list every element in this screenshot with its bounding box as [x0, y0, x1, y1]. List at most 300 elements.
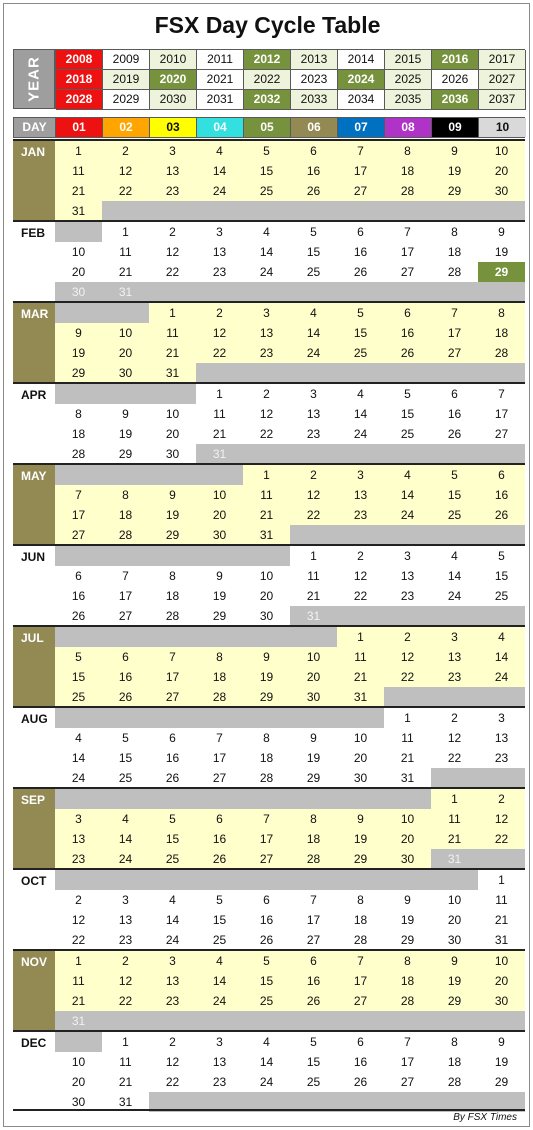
day-cell: 22	[71, 933, 86, 947]
day-cell: 21	[71, 994, 86, 1008]
day-cell: 18	[447, 1055, 462, 1069]
day-cell: 26	[118, 690, 133, 704]
footer-credit: By FSX Times	[453, 1112, 517, 1123]
year-cell: 2015	[385, 50, 432, 70]
day-cell: 11	[260, 488, 273, 502]
day-cell: 10	[400, 812, 415, 826]
day-cell: 5	[310, 225, 317, 239]
day-cell: 25	[353, 346, 368, 360]
day-cell: 30	[71, 1095, 86, 1109]
day-cell: 24	[353, 427, 368, 441]
day-cell: 25	[212, 933, 227, 947]
empty-cell	[384, 444, 431, 464]
year-cell: 2025	[385, 70, 432, 90]
day-cell: 10	[259, 569, 274, 583]
day-cell: 26	[71, 609, 86, 623]
day-cell: 12	[212, 326, 227, 340]
empty-cell	[243, 870, 290, 890]
empty-cell	[478, 606, 525, 626]
empty-cell	[337, 1011, 384, 1031]
day-cell: 13	[71, 832, 86, 846]
month-day-grid	[55, 708, 525, 787]
day-cell: 4	[75, 731, 82, 745]
empty-cell	[55, 627, 102, 647]
month-day-grid	[55, 141, 525, 220]
day-cell: 19	[306, 751, 321, 765]
day-cell: 21	[447, 832, 462, 846]
day-cell: 26	[447, 427, 462, 441]
day-cell: 14	[494, 650, 509, 664]
day-cell: 13	[165, 164, 180, 178]
day-cell: 17	[353, 974, 368, 988]
day-cell: 3	[216, 225, 223, 239]
day-cell: 5	[263, 954, 270, 968]
day-cell: 17	[353, 164, 368, 178]
empty-cell	[431, 444, 478, 464]
day-cell: 25	[259, 994, 274, 1008]
empty-cell	[290, 525, 337, 545]
day-cell: 4	[216, 954, 223, 968]
ghost-day-cell: 30	[55, 282, 102, 302]
month-block-mar	[13, 301, 525, 382]
empty-cell	[243, 708, 290, 728]
empty-cell	[337, 525, 384, 545]
day-cell: 17	[400, 245, 415, 259]
empty-cell	[384, 606, 431, 626]
day-cell: 20	[165, 427, 180, 441]
empty-cell	[149, 789, 196, 809]
empty-cell	[337, 870, 384, 890]
day-cell: 18	[353, 913, 368, 927]
day-cell: 11	[307, 569, 320, 583]
month-day-grid	[55, 546, 525, 625]
day-cell: 13	[165, 974, 180, 988]
day-cell: 27	[71, 528, 86, 542]
day-cell: 31	[165, 366, 180, 380]
day-cell: 8	[404, 144, 411, 158]
day-cell: 17	[259, 832, 274, 846]
day-cell: 22	[165, 265, 180, 279]
empty-cell	[337, 708, 384, 728]
day-cell: 24	[212, 184, 227, 198]
day-cell: 20	[212, 508, 227, 522]
day-cell: 4	[404, 468, 411, 482]
year-cell: 2009	[103, 50, 150, 70]
empty-cell	[337, 201, 384, 221]
empty-cell	[243, 444, 290, 464]
day-cell: 20	[494, 164, 509, 178]
empty-cell	[149, 465, 196, 485]
month-block-may	[13, 463, 525, 544]
day-cell: 10	[165, 407, 180, 421]
day-cell: 27	[353, 184, 368, 198]
day-cell: 2	[169, 1035, 176, 1049]
day-cell: 16	[306, 164, 321, 178]
month-day-grid	[55, 951, 525, 1030]
day-cell: 8	[357, 893, 364, 907]
year-cell: 2013	[291, 50, 338, 70]
day-cell: 17	[494, 407, 509, 421]
day-cell: 23	[165, 184, 180, 198]
day-cell: 13	[212, 1055, 227, 1069]
day-cell: 5	[122, 731, 129, 745]
day-cell: 23	[494, 751, 509, 765]
day-cell: 29	[447, 994, 462, 1008]
day-cell: 14	[259, 1055, 274, 1069]
day-cell: 21	[259, 508, 274, 522]
day-cell: 27	[353, 994, 368, 1008]
empty-cell	[478, 525, 525, 545]
day-cell: 9	[310, 731, 317, 745]
year-cell: 2010	[150, 50, 197, 70]
empty-cell	[478, 363, 525, 383]
day-cell: 28	[400, 184, 415, 198]
day-label: DAY	[14, 118, 56, 137]
day-cell: 30	[118, 366, 133, 380]
empty-cell	[196, 708, 243, 728]
day-cell: 23	[400, 589, 415, 603]
empty-cell	[196, 201, 243, 221]
day-cell: 21	[400, 751, 415, 765]
day-cell: 28	[494, 346, 509, 360]
day-cell: 3	[169, 954, 176, 968]
day-cell: 18	[259, 751, 274, 765]
empty-cell	[102, 708, 149, 728]
day-cell: 2	[357, 549, 364, 563]
year-cell: 2037	[479, 90, 526, 110]
year-grid	[55, 49, 525, 109]
day-cell: 19	[118, 427, 133, 441]
empty-cell	[196, 870, 243, 890]
day-cell: 18	[118, 508, 133, 522]
day-cell: 28	[400, 994, 415, 1008]
month-day-grid	[55, 222, 525, 301]
day-cell: 7	[498, 387, 505, 401]
month-day-grid	[55, 1032, 525, 1111]
year-cell: 2036	[432, 90, 479, 110]
year-cell: 2020	[150, 70, 197, 90]
month-label: NOV	[13, 951, 55, 1030]
day-cell: 5	[263, 144, 270, 158]
day-cell: 3	[216, 1035, 223, 1049]
day-cell: 2	[263, 387, 270, 401]
empty-cell	[149, 1011, 196, 1031]
day-cell: 22	[259, 427, 274, 441]
day-header-cell: 01	[56, 118, 103, 137]
day-cell: 11	[72, 974, 85, 988]
day-cell: 28	[306, 852, 321, 866]
empty-cell	[478, 282, 525, 302]
day-cell: 6	[451, 387, 458, 401]
day-cell: 19	[353, 832, 368, 846]
day-cell: 29	[71, 366, 86, 380]
year-cell: 2031	[197, 90, 244, 110]
day-cell: 16	[212, 832, 227, 846]
year-cell: 2022	[244, 70, 291, 90]
day-cell: 14	[118, 832, 133, 846]
day-cell: 1	[451, 792, 458, 806]
day-cell: 12	[118, 974, 133, 988]
month-label: FEB	[13, 222, 55, 301]
year-cell: 2027	[479, 70, 526, 90]
empty-cell	[149, 870, 196, 890]
day-cell: 31	[353, 690, 368, 704]
empty-cell	[290, 1011, 337, 1031]
day-cell: 27	[118, 609, 133, 623]
day-cell: 28	[259, 771, 274, 785]
day-header-cell: 02	[103, 118, 150, 137]
day-cell: 20	[259, 589, 274, 603]
day-cell: 2	[498, 792, 505, 806]
day-cell: 23	[259, 346, 274, 360]
empty-cell	[196, 363, 243, 383]
empty-cell	[337, 444, 384, 464]
empty-cell	[55, 1032, 102, 1052]
day-cell: 9	[75, 326, 82, 340]
empty-cell	[149, 201, 196, 221]
day-cell: 2	[404, 630, 411, 644]
day-cell: 16	[306, 974, 321, 988]
day-cell: 10	[447, 893, 462, 907]
empty-cell	[290, 444, 337, 464]
month-label: OCT	[13, 870, 55, 949]
day-cell: 15	[212, 913, 227, 927]
year-cell: 2016	[432, 50, 479, 70]
month-block-oct	[13, 868, 525, 949]
day-cell: 1	[263, 468, 270, 482]
day-cell: 7	[357, 954, 364, 968]
month-label: JAN	[13, 141, 55, 220]
day-cell: 12	[118, 164, 133, 178]
day-cell: 4	[169, 893, 176, 907]
month-day-grid	[55, 870, 525, 949]
day-cell: 26	[306, 994, 321, 1008]
empty-cell	[478, 687, 525, 707]
day-cell: 4	[451, 549, 458, 563]
empty-cell	[102, 627, 149, 647]
day-cell: 13	[494, 731, 509, 745]
empty-cell	[196, 627, 243, 647]
empty-cell	[55, 303, 102, 323]
day-cell: 3	[169, 144, 176, 158]
day-cell: 27	[306, 933, 321, 947]
month-block-jul	[13, 625, 525, 706]
day-cell: 18	[212, 670, 227, 684]
year-cell: 2028	[56, 90, 103, 110]
day-cell: 31	[71, 204, 86, 218]
month-day-grid	[55, 384, 525, 463]
day-cell: 25	[306, 265, 321, 279]
day-cell: 26	[400, 346, 415, 360]
day-cell: 14	[259, 245, 274, 259]
day-cell: 8	[122, 488, 129, 502]
day-cell: 16	[353, 245, 368, 259]
day-cell: 16	[118, 670, 133, 684]
day-cell: 28	[353, 933, 368, 947]
day-cell: 20	[494, 974, 509, 988]
month-day-grid	[55, 465, 525, 544]
month-block-nov	[13, 949, 525, 1030]
day-cell: 6	[310, 144, 317, 158]
cycle-table-frame	[3, 3, 530, 1127]
day-cell: 6	[357, 225, 364, 239]
empty-cell	[196, 789, 243, 809]
ghost-day-cell: 31	[196, 444, 243, 464]
year-cell: 2019	[103, 70, 150, 90]
ghost-day-cell: 31	[431, 849, 478, 869]
day-cell: 6	[216, 812, 223, 826]
day-cell: 25	[71, 690, 86, 704]
day-cell: 7	[216, 731, 223, 745]
day-cell: 1	[122, 225, 129, 239]
day-cell: 16	[353, 1055, 368, 1069]
empty-cell	[290, 282, 337, 302]
day-cell: 24	[447, 589, 462, 603]
empty-cell	[149, 627, 196, 647]
day-cell: 12	[71, 913, 86, 927]
day-cell: 22	[447, 751, 462, 765]
year-cell: 2029	[103, 90, 150, 110]
day-cell: 15	[306, 245, 321, 259]
empty-cell	[290, 708, 337, 728]
day-cell: 15	[447, 488, 462, 502]
day-cell: 30	[494, 994, 509, 1008]
month-block-sep	[13, 787, 525, 868]
year-label-text: YEAR	[25, 56, 43, 102]
empty-cell	[196, 282, 243, 302]
day-cell: 24	[494, 670, 509, 684]
day-cell: 10	[71, 245, 86, 259]
empty-cell	[431, 363, 478, 383]
empty-cell	[243, 1011, 290, 1031]
day-cell: 7	[404, 1035, 411, 1049]
day-cell: 1	[75, 954, 82, 968]
empty-cell	[290, 627, 337, 647]
day-cell: 6	[169, 731, 176, 745]
empty-cell	[384, 789, 431, 809]
month-label: MAR	[13, 303, 55, 382]
day-cell: 16	[447, 407, 462, 421]
day-cell: 25	[306, 1075, 321, 1089]
empty-cell	[431, 525, 478, 545]
empty-cell	[431, 282, 478, 302]
empty-cell	[102, 201, 149, 221]
day-cell: 4	[498, 630, 505, 644]
day-cell: 24	[259, 1075, 274, 1089]
day-cell: 17	[447, 326, 462, 340]
month-block-aug	[13, 706, 525, 787]
day-cell: 25	[259, 184, 274, 198]
day-cell: 24	[118, 852, 133, 866]
day-cell: 28	[165, 609, 180, 623]
day-cell: 2	[75, 893, 82, 907]
day-cell: 27	[400, 265, 415, 279]
day-cell: 16	[165, 751, 180, 765]
empty-cell	[243, 627, 290, 647]
day-cell: 10	[494, 144, 509, 158]
day-cell: 10	[353, 731, 368, 745]
empty-cell	[102, 465, 149, 485]
year-cell: 2024	[338, 70, 385, 90]
day-cell: 14	[400, 488, 415, 502]
day-cell: 23	[447, 670, 462, 684]
day-cell: 5	[451, 468, 458, 482]
day-cell: 12	[259, 407, 274, 421]
day-cell: 29	[165, 528, 180, 542]
day-cell: 30	[447, 933, 462, 947]
day-cell: 8	[75, 407, 82, 421]
day-cell: 20	[118, 346, 133, 360]
empty-cell	[243, 789, 290, 809]
month-day-grid	[55, 303, 525, 382]
ghost-day-cell: 31	[102, 282, 149, 302]
month-block-jun	[13, 544, 525, 625]
day-cell: 11	[354, 650, 367, 664]
day-cell: 30	[494, 184, 509, 198]
day-cell: 9	[216, 569, 223, 583]
day-cell: 1	[216, 387, 223, 401]
day-cell: 27	[165, 690, 180, 704]
day-cell: 13	[447, 650, 462, 664]
day-cell: 22	[353, 589, 368, 603]
day-cell: 29	[494, 1075, 509, 1089]
day-cell: 13	[118, 913, 133, 927]
day-cell: 8	[310, 812, 317, 826]
day-cell: 22	[165, 1075, 180, 1089]
day-cell: 30	[259, 609, 274, 623]
day-cell: 10	[212, 488, 227, 502]
day-cell: 11	[166, 326, 179, 340]
empty-cell	[55, 870, 102, 890]
day-cell: 12	[400, 650, 415, 664]
day-cell: 26	[212, 852, 227, 866]
empty-cell	[55, 465, 102, 485]
day-cell: 16	[259, 913, 274, 927]
day-cell: 27	[400, 1075, 415, 1089]
month-block-feb	[13, 220, 525, 301]
day-cell: 11	[213, 407, 226, 421]
day-cell: 18	[494, 326, 509, 340]
day-cell: 4	[122, 812, 129, 826]
year-cell: 2012	[244, 50, 291, 70]
empty-cell	[478, 444, 525, 464]
day-header-cell: 06	[291, 118, 338, 137]
day-cell: 1	[75, 144, 82, 158]
month-label: APR	[13, 384, 55, 463]
year-cell: 2034	[338, 90, 385, 110]
empty-cell	[196, 546, 243, 566]
year-cell: 2008	[56, 50, 103, 70]
day-cell: 25	[447, 508, 462, 522]
empty-cell	[55, 222, 102, 242]
day-cell: 24	[400, 508, 415, 522]
day-cell: 12	[353, 569, 368, 583]
day-cell: 8	[263, 731, 270, 745]
day-cell: 2	[122, 144, 129, 158]
day-cell: 10	[494, 954, 509, 968]
day-cell: 22	[400, 670, 415, 684]
day-cell: 23	[353, 508, 368, 522]
day-cell: 13	[259, 326, 274, 340]
day-cell: 9	[498, 1035, 505, 1049]
day-cell: 2	[169, 225, 176, 239]
month-label: SEP	[13, 789, 55, 868]
day-cell: 15	[306, 1055, 321, 1069]
day-cell: 19	[212, 589, 227, 603]
day-cell: 17	[306, 913, 321, 927]
day-cell: 28	[447, 1075, 462, 1089]
day-cell: 27	[494, 427, 509, 441]
